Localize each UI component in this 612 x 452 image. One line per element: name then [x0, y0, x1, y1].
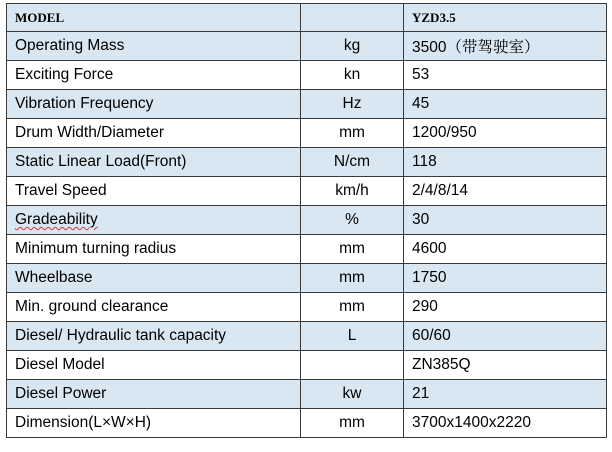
param-name: Wheelbase	[7, 264, 301, 293]
param-value: 53	[404, 61, 607, 90]
param-value: 290	[404, 293, 607, 322]
table-row	[7, 32, 607, 61]
param-unit: km/h	[301, 177, 404, 206]
table-row	[7, 322, 607, 351]
table-row	[7, 148, 607, 177]
param-name: Vibration Frequency	[7, 90, 301, 119]
param-value: 3700x1400x2220	[404, 409, 607, 438]
param-value: 1200/950	[404, 119, 607, 148]
table-row	[7, 409, 607, 438]
param-value: 30	[404, 206, 607, 235]
model-label: MODEL	[7, 4, 301, 32]
table-row	[7, 206, 607, 235]
param-name	[7, 206, 301, 235]
param-unit: mm	[301, 264, 404, 293]
param-value: 2/4/8/14	[404, 177, 607, 206]
table-row	[7, 293, 607, 322]
param-name: Static Linear Load(Front)	[7, 148, 301, 177]
param-unit: mm	[301, 235, 404, 264]
param-value: 60/60	[404, 322, 607, 351]
param-name: Diesel Power	[7, 380, 301, 409]
param-name: Diesel Model	[7, 351, 301, 380]
param-unit	[301, 351, 404, 380]
table-row	[7, 90, 607, 119]
spellcheck-word: Gradeability	[15, 211, 98, 228]
param-unit: mm	[301, 119, 404, 148]
table-row	[7, 61, 607, 90]
table-row	[7, 264, 607, 293]
param-value: 21	[404, 380, 607, 409]
param-name: Min. ground clearance	[7, 293, 301, 322]
param-value: 4600	[404, 235, 607, 264]
table-row	[7, 235, 607, 264]
param-unit: mm	[301, 409, 404, 438]
param-unit: N/cm	[301, 148, 404, 177]
param-name: Diesel/ Hydraulic tank capacity	[7, 322, 301, 351]
table-row	[7, 177, 607, 206]
param-unit: L	[301, 322, 404, 351]
param-unit: kg	[301, 32, 404, 61]
param-name: Drum Width/Diameter	[7, 119, 301, 148]
param-name: Minimum turning radius	[7, 235, 301, 264]
param-unit: Hz	[301, 90, 404, 119]
param-unit: mm	[301, 293, 404, 322]
param-unit: kn	[301, 61, 404, 90]
param-value: 1750	[404, 264, 607, 293]
param-name: Dimension(L×W×H)	[7, 409, 301, 438]
spec-table	[6, 3, 607, 438]
param-name: Exciting Force	[7, 61, 301, 90]
table-row	[7, 380, 607, 409]
param-value: 3500（带驾驶室）	[404, 32, 607, 61]
model-value: YZD3.5	[404, 4, 607, 32]
param-name: Travel Speed	[7, 177, 301, 206]
table-row	[7, 351, 607, 380]
header-unit-cell	[301, 4, 404, 32]
param-value: ZN385Q	[404, 351, 607, 380]
table-row	[7, 119, 607, 148]
param-unit: %	[301, 206, 404, 235]
param-value: 45	[404, 90, 607, 119]
table-header-row	[7, 4, 607, 32]
param-value: 118	[404, 148, 607, 177]
param-unit: kw	[301, 380, 404, 409]
param-name: Operating Mass	[7, 32, 301, 61]
